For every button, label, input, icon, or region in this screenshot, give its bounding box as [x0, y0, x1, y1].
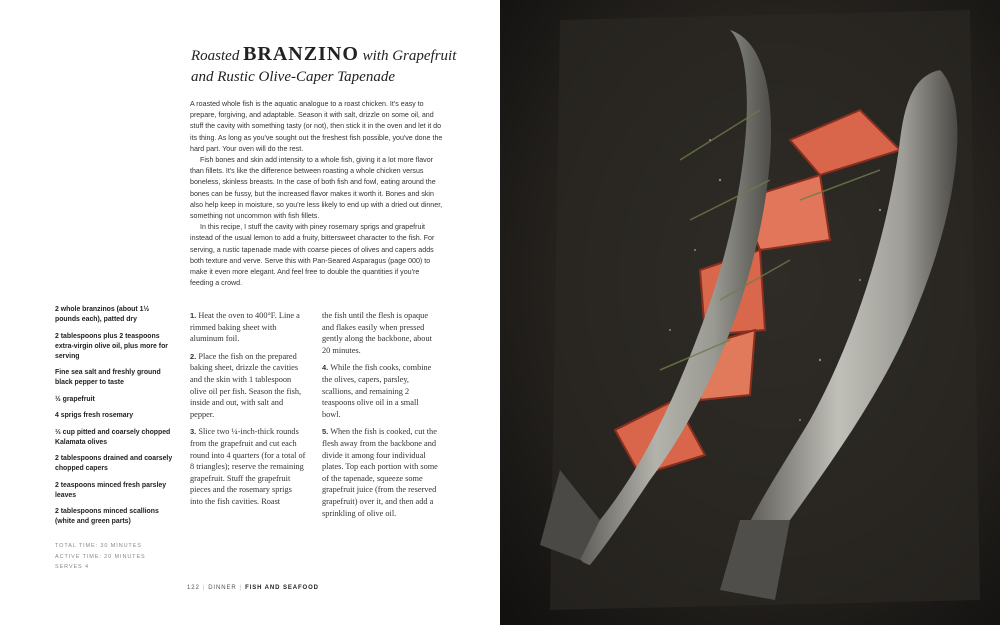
ingredient-item: ⅓ cup pitted and coarsely chopped Kalamata olives [55, 428, 171, 446]
ingredient-item: 2 tablespoons plus 2 teaspoons extra-virgin olive oil, plus more for serving [55, 332, 168, 360]
step-number: 5. [322, 427, 329, 437]
ingredient-item: 2 teaspoons minced fresh parsley leaves [55, 481, 167, 499]
step-text: Slice two ¼-inch-thick rounds from the grapefruit and cut each round into 4 quarters (for a total of 8 triangles); reserve the remaining grapefruit. Stuff the grapefruit pieces and the rosemary sprigs into the fish cavities. Roast [190, 427, 306, 506]
step-item [190, 426, 306, 507]
step-number: 4. [322, 363, 329, 373]
branzino-photo [500, 0, 1000, 625]
step-number: 3. [190, 427, 197, 437]
title-suffix: with Grapefruit [362, 48, 457, 64]
step-text: When the fish is cooked, cut the flesh away from the backbone and divide it among four individual plates. Top each portion with some of the tapenade, squeeze some grapefruit juice (from the reserved grapefruit) over it, and then add a sprinkling of olive oil. [322, 427, 438, 518]
page-number: 122 [187, 585, 200, 591]
step-item [322, 362, 438, 420]
title-line-2: and Rustic Olive-Caper Tapenade [191, 69, 396, 85]
intro-paragraph: In this recipe, I stuff the cavity with piney rosemary sprigs and grapefruit instead of the usual lemon to add a fruity, bittersweet character to the fish. For serving, a rustic tapenade made with coarse pieces of olives and capers adds both texture and verve. Serve this with Pan-Seared Asparagus (page 000) to make it even more elegant. And feel free to double the quantities if you're feeding a crowd. [190, 223, 435, 288]
steps-column-1 [190, 310, 306, 514]
total-time: TOTAL TIME: 30 MINUTES [55, 543, 142, 549]
chapter-label: DINNER [208, 585, 237, 591]
step-number: 1. [190, 311, 197, 320]
ingredient-item: Fine sea salt and freshly ground black pepper to taste [55, 369, 161, 386]
step-item [190, 351, 306, 421]
intro-paragraph: Fish bones and skin add intensity to a whole fish, giving it a lot more flavor than fillets. It's like the difference between roasting a whole chicken versus boneless, skinless breasts. In the case of both fish and fowl, eating around the bones can be fussy, but the increased flavor makes it worth it. Bones and skin also help keep in moisture, so you're less likely to end up with a dried out dinner, something not uncommon with fish fillets. [190, 156, 443, 221]
steps-column-2 [322, 310, 438, 525]
title-main: BRANZINO [243, 43, 359, 65]
step-text: Place the fish on the prepared baking sheet, drizzle the cavities and the skin with 1 tablespoon olive oil per fish. Season the fish, inside and out, with salt and pepper. [190, 351, 302, 419]
section-label: FISH AND SEAFOOD [245, 585, 319, 591]
ingredient-item: 2 whole branzinos (about 1½ pounds each), patted dry [55, 306, 150, 323]
page-footer: 122 | DINNER | FISH AND SEAFOOD [187, 585, 319, 591]
step-text: While the fish cooks, combine the olives, capers, parsley, scallions, and remaining 2 teaspoons olive oil in a small bowl. [322, 363, 432, 419]
step-number: 2. [190, 351, 197, 361]
step-item [322, 426, 438, 519]
step-item [322, 310, 438, 356]
ingredient-item: 4 sprigs fresh rosemary [55, 412, 134, 419]
servings: SERVES 4 [55, 564, 90, 570]
recipe-title [191, 44, 481, 88]
fish-photo-illustration [500, 0, 1000, 625]
recipe-intro [190, 99, 443, 289]
ingredient-item: ½ grapefruit [55, 395, 95, 403]
step-text: the fish until the flesh is opaque and flakes easily when pressed gently along the backbone, about 20 minutes. [322, 311, 432, 355]
step-item [190, 310, 306, 345]
recipe-times [55, 541, 146, 573]
active-time: ACTIVE TIME: 20 MINUTES [55, 553, 146, 560]
ingredient-list [55, 305, 175, 534]
ingredient-item: 2 tablespoons minced scallions (white and green parts) [55, 508, 159, 525]
step-text: Heat the oven to 400°F. Line a rimmed baking sheet with aluminum foil. [190, 311, 300, 344]
title-prefix: Roasted [191, 48, 240, 64]
ingredient-item: 2 tablespoons drained and coarsely chopped capers [55, 455, 173, 472]
intro-paragraph: A roasted whole fish is the aquatic analogue to a roast chicken. It's easy to prepare, forgiving, and adaptable. Season it with salt, drizzle on some oil, and stuff the cavity with something tasty (or not), then stick it in the oven and let it do its thing. As long as you've sought out the freshest fish possible, you've done the hard part. Your oven will do the rest. [190, 100, 443, 153]
